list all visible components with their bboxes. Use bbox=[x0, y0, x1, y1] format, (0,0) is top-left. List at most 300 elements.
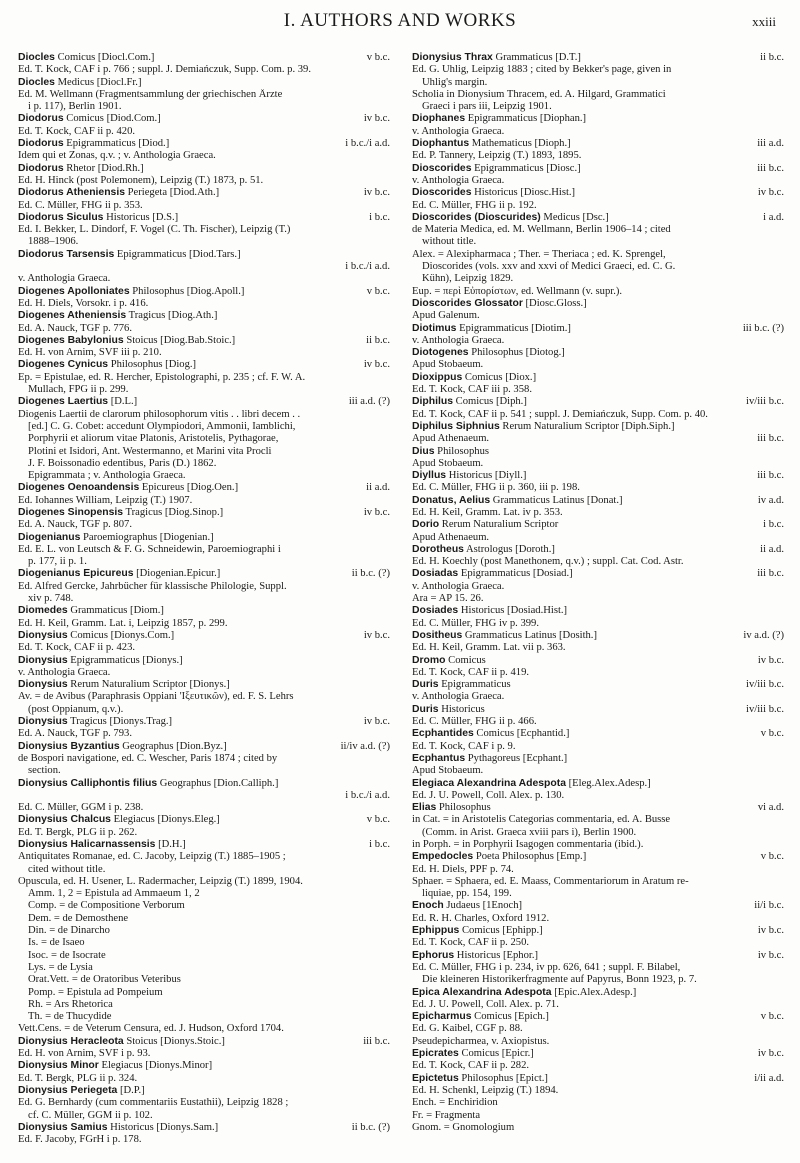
author-entry bbox=[412, 950, 784, 987]
author-name: Diogenianus bbox=[18, 531, 81, 543]
entry-date: i b.c. bbox=[763, 519, 784, 531]
entry-detail-line bbox=[18, 1023, 390, 1035]
entry-text: Th. = de Thucydide bbox=[28, 1011, 112, 1023]
entry-detail-line bbox=[412, 532, 784, 544]
author-entry bbox=[412, 1011, 784, 1048]
author-name: Dionysius bbox=[18, 654, 68, 666]
entry-text: Orat.Vett. = de Oratoribus Veteribus bbox=[28, 974, 181, 986]
entry-heading-line bbox=[18, 335, 390, 347]
entry-detail-line bbox=[412, 1110, 784, 1122]
entry-text: Diodorus Comicus [Diod.Com.] bbox=[18, 113, 161, 125]
entry-text: Empedocles Poeta Philosophus [Emp.] bbox=[412, 851, 587, 863]
entry-detail-line bbox=[18, 900, 390, 912]
entry-text: Ed. H. von Arnim, SVF iii p. 210. bbox=[18, 347, 162, 359]
author-name: Diogenes Babylonius bbox=[18, 334, 124, 346]
entry-heading-line bbox=[18, 839, 390, 851]
entry-detail-line bbox=[412, 741, 784, 753]
entry-detail-line bbox=[18, 323, 390, 335]
entry-heading-line bbox=[412, 1011, 784, 1023]
entry-detail-line bbox=[412, 1122, 784, 1134]
entry-text: [ed.] C. G. Cobet: accedunt Olympiodori, Ammonii, Iamblichi, bbox=[28, 420, 296, 432]
author-name: Diphilus bbox=[412, 396, 453, 408]
page-number: xxiii bbox=[752, 14, 776, 29]
entry-date: v b.c. bbox=[760, 728, 784, 740]
entry-detail-line bbox=[18, 987, 390, 999]
author-entry bbox=[412, 187, 784, 212]
entry-text: Dionysius Periegeta [D.P.] bbox=[18, 1084, 145, 1096]
entry-text: Ench. = Enchiridion bbox=[412, 1097, 498, 1109]
entry-heading-line bbox=[18, 187, 390, 199]
entry-heading-line bbox=[412, 704, 784, 716]
entry-detail-line bbox=[412, 458, 784, 470]
entry-text: Av. = de Avibus (Paraphrasis Oppiani 'Ιξευτικῶν), ed. F. S. Lehrs bbox=[18, 691, 294, 703]
author-entry bbox=[18, 814, 390, 839]
entry-date: iv b.c. bbox=[363, 359, 390, 371]
entry-text: Dioscorides Historicus [Diosc.Hist.] bbox=[412, 187, 576, 199]
entry-detail-line bbox=[412, 556, 784, 568]
entry-text: Diodorus Rhetor [Diod.Rh.] bbox=[18, 162, 144, 174]
entry-date: v b.c. bbox=[366, 285, 390, 297]
author-entry bbox=[18, 52, 390, 77]
entry-heading-line bbox=[18, 679, 390, 691]
entry-text: Ed. C. Müller, FHG ii p. 192. bbox=[412, 199, 537, 211]
entry-text: v. Anthologia Graeca. bbox=[18, 273, 111, 285]
entry-detail-line bbox=[18, 261, 390, 273]
entry-detail-line bbox=[18, 667, 390, 679]
entry-date: v b.c. bbox=[760, 1011, 784, 1023]
author-entry bbox=[18, 286, 390, 311]
entry-detail-line bbox=[18, 544, 390, 556]
entry-date: iv b.c. bbox=[363, 506, 390, 518]
entry-text: Epictetus Philosophus [Epict.] bbox=[412, 1072, 548, 1084]
entry-detail-line bbox=[412, 1097, 784, 1109]
entry-text: Dorio Rerum Naturalium Scriptor bbox=[412, 519, 559, 531]
entry-text: p. 177, ii p. 1. bbox=[28, 556, 87, 568]
entry-detail-line bbox=[412, 126, 784, 138]
entry-text: cf. C. Müller, GGM ii p. 102. bbox=[28, 1109, 153, 1121]
author-entry bbox=[18, 1060, 390, 1085]
entry-detail-line bbox=[412, 691, 784, 703]
author-name: Diodorus Atheniensis bbox=[18, 187, 125, 199]
entry-detail-line bbox=[412, 962, 784, 974]
author-name: Diocles bbox=[18, 76, 55, 88]
entry-text: Dionysius Byzantius Geographus [Dion.Byz.] bbox=[18, 740, 227, 752]
entry-date: vi a.d. bbox=[757, 802, 784, 814]
entry-text: Dosiades Historicus [Dosiad.Hist.] bbox=[412, 605, 568, 617]
entry-text: section. bbox=[28, 765, 61, 777]
entry-heading-line bbox=[412, 212, 784, 224]
entry-text: Ed. T. Kock, CAF ii p. 420. bbox=[18, 125, 136, 137]
entry-text: Diocles Comicus [Diocl.Com.] bbox=[18, 52, 155, 63]
entry-heading-line bbox=[412, 544, 784, 556]
entry-text: Dromo Comicus bbox=[412, 654, 486, 666]
entry-date: ii b.c. bbox=[760, 52, 784, 63]
entry-date: iii b.c. (?) bbox=[742, 322, 784, 334]
author-entry bbox=[412, 396, 784, 421]
entry-heading-line bbox=[412, 347, 784, 359]
entry-heading-line bbox=[412, 298, 784, 310]
author-name: Enoch bbox=[412, 900, 444, 912]
entry-text: Ed. T. Kock, CAF ii p. 282. bbox=[412, 1060, 530, 1072]
entry-text: Ed. T. Bergk, PLG ii p. 262. bbox=[18, 826, 138, 838]
author-entry bbox=[18, 679, 390, 716]
entry-text: Ed. T. Kock, CAF ii p. 250. bbox=[412, 937, 530, 949]
author-entry bbox=[18, 507, 390, 532]
entry-detail-line bbox=[18, 200, 390, 212]
entry-date: iii b.c. bbox=[757, 162, 784, 174]
entry-detail-line bbox=[412, 224, 784, 236]
entry-text: Ed. T. Kock, CAF ii p. 541 ; suppl. J. Demiańczuk, Supp. Com. p. 40. bbox=[412, 408, 708, 420]
author-entry bbox=[412, 851, 784, 900]
author-name: Diogenes Laertius bbox=[18, 396, 109, 408]
entry-detail-line bbox=[18, 64, 390, 76]
entry-date: ii a.d. bbox=[760, 543, 784, 555]
entry-heading-line bbox=[412, 323, 784, 335]
entry-detail-line bbox=[18, 974, 390, 986]
entry-detail-line bbox=[18, 765, 390, 777]
entry-heading-line bbox=[18, 1036, 390, 1048]
page-title: I. AUTHORS AND WORKS bbox=[283, 10, 517, 31]
entry-heading-line bbox=[18, 52, 390, 64]
entry-text: Ed. H. Schenkl, Leipzig (T.) 1894. bbox=[412, 1084, 559, 1096]
entry-text: Ed. M. Wellmann (Fragmentsammlung der griechischen Ärzte bbox=[18, 88, 283, 100]
entry-text: Dionysius Halicarnassensis [D.H.] bbox=[18, 839, 186, 850]
author-name: Empedocles bbox=[412, 851, 474, 863]
entry-date: ii b.c. (?) bbox=[351, 568, 390, 580]
entry-text: Diogenes Sinopensis Tragicus [Diog.Sinop.] bbox=[18, 506, 224, 518]
author-name: Dorotheus bbox=[412, 543, 464, 555]
entry-date: v b.c. bbox=[366, 52, 390, 63]
entry-text: Epicharmus Comicus [Epich.] bbox=[412, 1011, 549, 1023]
author-name: Diogenes Oenoandensis bbox=[18, 482, 140, 494]
entry-text: Diomedes Grammaticus [Diom.] bbox=[18, 605, 164, 617]
entry-text: Ed. C. Müller, FHG ii p. 360, iii p. 198. bbox=[412, 482, 580, 494]
entry-detail-line bbox=[412, 814, 784, 826]
entry-heading-line bbox=[18, 630, 390, 642]
entry-text: Ed. G. Kaibel, CGF p. 88. bbox=[412, 1023, 523, 1035]
entry-heading-line bbox=[18, 113, 390, 125]
author-entry bbox=[412, 1073, 784, 1134]
entry-date: ii/i b.c. bbox=[754, 900, 784, 912]
entry-text: J. F. Boissonadio edentibus, Paris (D.) 1862. bbox=[28, 457, 217, 469]
entry-date: iii a.d. bbox=[757, 138, 784, 150]
entry-date: i b.c. bbox=[369, 839, 390, 850]
entry-detail-line bbox=[18, 470, 390, 482]
author-entry bbox=[412, 679, 784, 704]
author-name: Diogenes Sinopensis bbox=[18, 506, 124, 518]
author-entry bbox=[18, 741, 390, 778]
entry-text: Epicrates Comicus [Epicr.] bbox=[412, 1048, 534, 1060]
author-name: Diodorus Tarsensis bbox=[18, 248, 115, 260]
entry-text: Ed. H. Diels, Vorsokr. i p. 416. bbox=[18, 297, 149, 309]
entry-text: Ed. I. Bekker, L. Dindorf, F. Vogel (C. Th. Fischer), Leipzig (T.) bbox=[18, 224, 291, 236]
entry-text: Ed. R. H. Charles, Oxford 1912. bbox=[412, 912, 550, 924]
entry-text: Dionysius Calliphontis filius Geographus [Dion.Calliph.] bbox=[18, 777, 279, 789]
entry-detail-line bbox=[18, 409, 390, 421]
entry-text: Alex. = Alexipharmaca ; Ther. = Theriaca ; ed. K. Sprengel, bbox=[412, 248, 666, 260]
author-name: Ephippus bbox=[412, 925, 460, 937]
author-entry bbox=[412, 138, 784, 163]
entry-text: Eup. = περὶ Εὐπορίστων, ed. Wellmann (v. supr.). bbox=[412, 285, 623, 297]
entry-text: Diyllus Historicus [Diyll.] bbox=[412, 470, 527, 482]
author-entry bbox=[412, 421, 784, 446]
author-name: Dionysius Chalcus bbox=[18, 814, 111, 826]
author-name: Elias bbox=[412, 802, 437, 814]
entry-detail-line bbox=[412, 888, 784, 900]
author-name: Diodorus bbox=[18, 138, 64, 150]
entry-date: iii b.c. bbox=[757, 568, 784, 580]
entry-detail-line bbox=[412, 273, 784, 285]
author-name: Diphilus Siphnius bbox=[412, 420, 500, 432]
entry-text: Diocles Medicus [Diocl.Fr.] bbox=[18, 76, 142, 88]
entry-date: v b.c. bbox=[760, 851, 784, 863]
entry-text: Ed. C. Müller, FHG iv p. 399. bbox=[412, 617, 539, 629]
entry-text: Ecphantus Pythagoreus [Ecphant.] bbox=[412, 752, 568, 764]
entry-date: iv b.c. bbox=[363, 716, 390, 728]
author-entry bbox=[18, 482, 390, 507]
entry-date: ii b.c. bbox=[366, 334, 390, 346]
entry-heading-line bbox=[412, 396, 784, 408]
author-entry bbox=[412, 113, 784, 138]
entry-text: Opuscula, ed. H. Usener, L. Radermacher, Leipzig (T.) 1899, 1904. bbox=[18, 875, 303, 887]
entry-text: Diogenes Laertius [D.L.] bbox=[18, 396, 138, 408]
entry-date: iv b.c. bbox=[363, 187, 390, 199]
entry-text: cited without title. bbox=[28, 863, 106, 875]
entry-text: Ed. H. Keil, Gramm. Lat. vii p. 363. bbox=[412, 642, 566, 654]
entry-detail-line bbox=[412, 593, 784, 605]
author-name: Dioscorides (Dioscurides) bbox=[412, 211, 541, 223]
entry-heading-line bbox=[18, 310, 390, 322]
entry-text: Dorotheus Astrologus [Doroth.] bbox=[412, 543, 555, 555]
entry-text: Ed. T. Kock, CAF i p. 766 ; suppl. J. Demiańczuk, Supp. Com. p. 39. bbox=[18, 64, 311, 76]
entry-heading-line bbox=[18, 716, 390, 728]
entry-text: Diophantus Mathematicus [Dioph.] bbox=[412, 138, 571, 150]
entry-text: Diogenis Laertii de clarorum philosophorum vitis . . libri decem . . bbox=[18, 408, 301, 420]
entry-text: de Bospori navigatione, ed. C. Wescher, Paris 1874 ; cited by bbox=[18, 752, 278, 764]
author-entry bbox=[18, 163, 390, 188]
entry-detail-line bbox=[412, 359, 784, 371]
author-name: Diodorus Siculus bbox=[18, 211, 104, 223]
entry-text: Din. = de Dinarcho bbox=[28, 925, 110, 937]
entry-detail-line bbox=[412, 77, 784, 89]
entry-date: iv/iii b.c. bbox=[746, 703, 784, 715]
author-name: Diomedes bbox=[18, 605, 68, 617]
entry-detail-line bbox=[18, 593, 390, 605]
entry-text: Apud Stobaeum. bbox=[412, 765, 484, 777]
entry-detail-line bbox=[412, 790, 784, 802]
entry-text: Ed. G. Bernhardy (cum commentariis Eustathii), Leipzig 1828 ; bbox=[18, 1097, 289, 1109]
entry-text: Ara = AP 15. 26. bbox=[412, 593, 484, 605]
entry-date: i b.c. bbox=[369, 211, 390, 223]
entry-detail-line bbox=[18, 790, 390, 802]
author-name: Dionysius Byzantius bbox=[18, 740, 120, 752]
author-name: Diogenes Apolloniates bbox=[18, 285, 130, 297]
entry-heading-line bbox=[412, 987, 784, 999]
entry-text: Diodorus Siculus Historicus [D.S.] bbox=[18, 211, 179, 223]
entry-text: Pseudepicharmea, v. Axiopistus. bbox=[412, 1035, 550, 1047]
entry-heading-line bbox=[412, 52, 784, 64]
entry-detail-line bbox=[412, 999, 784, 1011]
author-name: Duris bbox=[412, 679, 439, 691]
author-entry bbox=[412, 987, 784, 1012]
author-entry bbox=[18, 138, 390, 163]
entry-text: in Cat. = in Aristotelis Categorias commentaria, ed. A. Busse bbox=[412, 814, 671, 826]
entry-heading-line bbox=[412, 163, 784, 175]
entry-text: v. Anthologia Graeca. bbox=[18, 666, 111, 678]
entry-heading-line bbox=[412, 113, 784, 125]
entry-text: Ed. H. Koechly (post Manethonem, q.v.) ; suppl. Cat. Cod. Astr. bbox=[412, 556, 684, 568]
author-entry bbox=[412, 630, 784, 655]
author-entry bbox=[18, 630, 390, 655]
entry-date: iv b.c. bbox=[757, 949, 784, 961]
author-entry bbox=[412, 728, 784, 753]
entry-text: Ed. T. Kock, CAF iii p. 358. bbox=[412, 384, 532, 396]
entry-detail-line bbox=[18, 937, 390, 949]
entry-heading-line bbox=[412, 605, 784, 617]
entry-heading-line bbox=[18, 482, 390, 494]
entry-detail-line bbox=[18, 126, 390, 138]
entry-heading-line bbox=[412, 568, 784, 580]
entry-heading-line bbox=[412, 1048, 784, 1060]
entry-date: iv/iii b.c. bbox=[746, 679, 784, 691]
entry-detail-line bbox=[18, 519, 390, 531]
entry-text: Uhlig's margin. bbox=[422, 76, 488, 88]
author-name: Dionysius Periegeta bbox=[18, 1084, 118, 1096]
author-entry bbox=[18, 716, 390, 741]
entry-text: Ephorus Historicus [Ephor.] bbox=[412, 949, 539, 961]
author-name: Dionysius Samius bbox=[18, 1121, 108, 1133]
author-name: Dionysius bbox=[18, 716, 68, 728]
entry-text: Diphilus Comicus [Diph.] bbox=[412, 396, 527, 408]
entry-text: Dioscorides Epigrammaticus [Diosc.] bbox=[412, 162, 581, 174]
entry-text: Enoch Judaeus [1Enoch] bbox=[412, 900, 523, 912]
entry-detail-line bbox=[18, 581, 390, 593]
entry-heading-line bbox=[412, 372, 784, 384]
entry-text: Diodorus Tarsensis Epigrammaticus [Diod.Tars.] bbox=[18, 248, 241, 260]
entry-heading-line bbox=[412, 446, 784, 458]
entry-date: iv b.c. bbox=[757, 925, 784, 937]
entry-heading-line bbox=[18, 396, 390, 408]
entry-detail-line bbox=[18, 1110, 390, 1122]
author-name: Ephorus bbox=[412, 949, 455, 961]
entry-text: Dius Philosophus bbox=[412, 445, 489, 457]
author-entry bbox=[412, 52, 784, 113]
author-entry bbox=[412, 655, 784, 680]
entry-text: Diotogenes Philosophus [Diotog.] bbox=[412, 347, 565, 359]
entry-text: Diophanes Epigrammaticus [Diophan.] bbox=[412, 113, 587, 125]
entry-heading-line bbox=[18, 77, 390, 89]
author-name: Epictetus bbox=[412, 1072, 459, 1084]
author-entry bbox=[412, 778, 784, 803]
entry-text: Amm. 1, 2 = Epistula ad Ammaeum 1, 2 bbox=[28, 888, 200, 900]
author-entry bbox=[412, 495, 784, 520]
entry-text: Ed. H. Keil, Gramm. Lat. i, Leipzig 1857, p. 299. bbox=[18, 617, 228, 629]
entry-text: Ed. Iohannes William, Leipzig (T.) 1907. bbox=[18, 494, 193, 506]
entry-text: Elegiaca Alexandrina Adespota [Eleg.Alex.Adesp.] bbox=[412, 777, 651, 789]
entry-text: Comp. = de Compositione Verborum bbox=[28, 900, 185, 912]
entry-text: Mullach, FPG ii p. 299. bbox=[28, 384, 129, 396]
author-entry bbox=[18, 605, 390, 630]
entry-heading-line bbox=[412, 630, 784, 642]
entry-detail-line bbox=[412, 1060, 784, 1072]
entry-text: Dionysius Rerum Naturalium Scriptor [Dionys.] bbox=[18, 679, 230, 691]
entry-heading-line bbox=[412, 925, 784, 937]
entry-text: Apud Athenaeum. bbox=[412, 531, 490, 543]
entry-detail-line bbox=[18, 89, 390, 101]
entry-text: Ed. Alfred Gercke, Jahrbücher für klassische Philologie, Suppl. bbox=[18, 580, 287, 592]
entry-text: Gnom. = Gnomologium bbox=[412, 1121, 515, 1133]
author-entry bbox=[412, 372, 784, 397]
entry-heading-line bbox=[18, 741, 390, 753]
entry-detail-line bbox=[412, 642, 784, 654]
entry-detail-line bbox=[18, 864, 390, 876]
entry-text: Diogenes Oenoandensis Epicureus [Diog.Oen.] bbox=[18, 482, 239, 494]
author-name: Diophantus bbox=[412, 138, 470, 150]
entry-date: iii b.c. bbox=[757, 470, 784, 482]
author-name: Dioscorides bbox=[412, 162, 472, 174]
entry-text: Is. = de Isaeo bbox=[28, 937, 85, 949]
author-name: Dionysius bbox=[18, 679, 68, 691]
entry-detail-line bbox=[18, 876, 390, 888]
entry-text: in Porph. = in Porphyrii Isagogen commentaria (ibid.). bbox=[412, 839, 644, 850]
author-entry bbox=[412, 753, 784, 778]
entry-heading-line bbox=[18, 568, 390, 580]
entry-heading-line bbox=[18, 212, 390, 224]
entry-date: iv a.d. (?) bbox=[743, 629, 784, 641]
right-column bbox=[412, 52, 784, 1134]
author-entry bbox=[412, 544, 784, 569]
entry-detail-line bbox=[412, 581, 784, 593]
entry-detail-line bbox=[412, 310, 784, 322]
entry-detail-line bbox=[18, 1134, 390, 1146]
entry-detail-line bbox=[412, 827, 784, 839]
entry-text: without title. bbox=[422, 236, 477, 248]
entry-text: Epica Alexandrina Adespota [Epic.Alex.Adesp.] bbox=[412, 986, 637, 998]
entry-text: Lys. = de Lysia bbox=[28, 961, 93, 973]
author-name: Epicrates bbox=[412, 1048, 459, 1060]
author-name: Dosiades bbox=[412, 605, 459, 617]
entry-detail-line bbox=[18, 691, 390, 703]
entry-text: Diphilus Siphnius Rerum Naturalium Scriptor [Diph.Siph.] bbox=[412, 420, 675, 432]
entry-detail-line bbox=[412, 433, 784, 445]
entry-heading-line bbox=[412, 519, 784, 531]
entry-date: v b.c. bbox=[366, 814, 390, 826]
author-name: Dionysius Halicarnassensis bbox=[18, 839, 156, 850]
author-entry bbox=[412, 704, 784, 729]
author-entry bbox=[18, 532, 390, 569]
entry-detail-line bbox=[18, 827, 390, 839]
entry-text: Dionysius Epigrammaticus [Dionys.] bbox=[18, 654, 183, 666]
entry-text: Diogenes Babylonius Stoicus [Diog.Bab.Stoic.] bbox=[18, 334, 236, 346]
entry-text: Diodorus Epigrammaticus [Diod.] bbox=[18, 138, 170, 150]
author-name: Diogenes Atheniensis bbox=[18, 310, 127, 322]
page-header bbox=[0, 8, 800, 34]
entry-text: Donatus, Aelius Grammaticus Latinus [Donat.] bbox=[412, 494, 623, 506]
entry-text: Ed. T. Kock, CAF ii p. 423. bbox=[18, 642, 136, 654]
entry-text: Dioxippus Comicus [Diox.] bbox=[412, 371, 537, 383]
entry-text: v. Anthologia Graeca. bbox=[412, 691, 505, 703]
author-entry bbox=[18, 310, 390, 335]
entry-text: Ed. C. Müller, GGM i p. 238. bbox=[18, 802, 144, 814]
entry-heading-line bbox=[18, 138, 390, 150]
author-name: Dioscorides Glossator bbox=[412, 297, 523, 309]
author-entry bbox=[18, 778, 390, 815]
author-entry bbox=[412, 298, 784, 323]
entry-date: iii a.d. (?) bbox=[348, 396, 390, 408]
entry-text: Pomp. = Epistula ad Pompeium bbox=[28, 986, 163, 998]
entry-detail-line bbox=[18, 704, 390, 716]
entry-text: Isoc. = de Isocrate bbox=[28, 949, 106, 961]
